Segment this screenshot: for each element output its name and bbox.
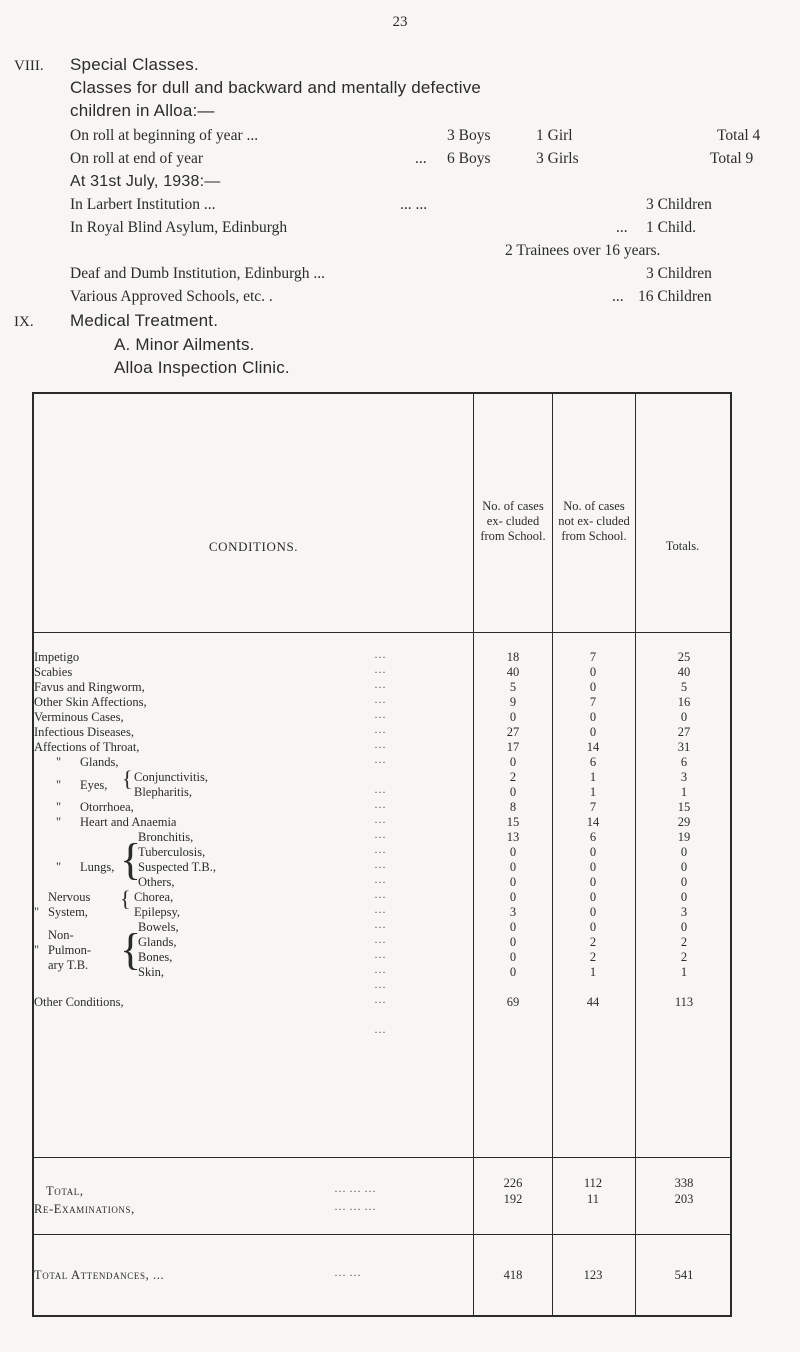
section-8-subtitle-2: children in Alloa:— <box>70 101 215 120</box>
cell-total: 3 <box>680 905 688 919</box>
cell-total: 5 <box>680 680 688 694</box>
roll-end-boys: 6 Boys <box>447 150 491 167</box>
row-label-bronchitis: Bronchitis, <box>138 830 194 844</box>
roll-begin-girls: 1 Girl <box>536 127 573 144</box>
page-number: 23 <box>392 14 408 30</box>
cell-excluded: 0 <box>509 845 517 859</box>
cell-excluded: 0 <box>509 965 517 979</box>
cell-total: 1 <box>680 785 688 799</box>
group-label-nonpulm-2: Pulmon- <box>48 943 92 957</box>
row-label-other-conditions: Other Conditions, <box>34 995 124 1009</box>
cell-total: 3 <box>680 770 688 784</box>
cell-total: 0 <box>680 845 688 859</box>
institution-5-value: 16 Children <box>638 288 712 305</box>
reexam-total: 203 <box>674 1192 694 1206</box>
cell-total: 25 <box>677 650 691 664</box>
cell-total: 16 <box>677 695 691 709</box>
cell-total: 0 <box>680 890 688 904</box>
total-label: Total, <box>46 1184 84 1198</box>
cell-total: 15 <box>677 800 691 814</box>
institution-3-value: 2 Trainees over 16 years. <box>505 242 661 259</box>
cell-total: 40 <box>677 665 691 679</box>
cell-excluded: 17 <box>506 740 520 754</box>
cell-total: 29 <box>677 815 691 829</box>
group-label-eyes: Eyes, <box>80 778 108 792</box>
header-not-excluded: No. of cases not ex- cluded from School. <box>558 499 630 543</box>
row-label-scabies: Scabies <box>34 665 73 679</box>
reexam-not-excluded: 11 <box>586 1192 600 1206</box>
cell-excluded: 5 <box>509 680 517 694</box>
cell-excluded: 0 <box>509 860 517 874</box>
row-label-throat: Affections of Throat, <box>34 740 140 754</box>
cell-excluded: 0 <box>509 950 517 964</box>
cell-total: 19 <box>677 830 691 844</box>
ailments-table: CONDITIONS. No. of cases ex- cluded from School. No. of cases not ex- cluded from School. Totals. Impetigo Scabies Favus and Ringworm, Other Skin Affections, Verminous Cases, Infectious Diseases, Affections of Throat, " Glands, " Eyes, { Conjunctivitis, Blepharitis, " Otorrhoea, " Heart and Anaemia " Lungs, { Bronchitis, Tuberculosis, Suspected T.B., Others, Nervous " System, { Chorea, Epilepsy, Non- " Pulmon- ary T.B. { Bowels, Glands, Bones, Skin, Other Conditions, ··· ··· ··· ··· ··· ··· ··· ··· ··· ··· ··· ··· ··· ··· ··· ··· ··· ··· ··· ··· ··· ··· ··· ··· 18 40 5 9 0 27 17 0 2 0 8 15 13 0 0 0 0 3 0 0 0 0 69 7 0 0 7 0 0 14 6 1 1 7 14 6 0 0 0 0 0 0 2 2 1 44 25 40 5 16 0 27 31 6 3 1 15 29 19 0 0 0 0 3 0 2 2 1 113 Total, ··· ··· ··· 226 112 338 Re-Examinations, ··· ··· ··· 192 11 203 Total Attendances, ... ··· ··· 418 123 541 <box>32 392 732 1317</box>
roll-end-girls: 3 Girls <box>536 150 579 167</box>
cell-not-excluded: 1 <box>589 785 597 799</box>
ditto-2: " <box>56 778 62 792</box>
row-label-others: Others, <box>138 875 175 889</box>
cell-not-excluded-other: 44 <box>586 995 600 1009</box>
cell-not-excluded: 0 <box>589 710 597 724</box>
cell-not-excluded: 2 <box>589 935 597 949</box>
cell-excluded: 40 <box>506 665 520 679</box>
group-label-nervous-1: Nervous <box>48 890 91 904</box>
group-label-nonpulm-3: ary T.B. <box>48 958 89 972</box>
header-excluded: No. of cases ex- cluded from School. <box>480 499 546 543</box>
total-total: 338 <box>674 1176 694 1190</box>
institution-2-label: In Royal Blind Asylum, Edinburgh <box>70 219 288 236</box>
cell-total: 27 <box>677 725 691 739</box>
cell-total: 0 <box>680 920 688 934</box>
cell-not-excluded: 2 <box>589 950 597 964</box>
attendances-label: Total Attendances, ... <box>34 1268 165 1282</box>
section-9-title: Medical Treatment. <box>70 311 219 330</box>
cell-excluded: 8 <box>509 800 517 814</box>
institution-1-value: 3 Children <box>646 196 712 213</box>
row-label-chorea: Chorea, <box>134 890 174 904</box>
attendances-not-excluded: 123 <box>583 1268 603 1282</box>
cell-not-excluded: 1 <box>589 965 597 979</box>
cell-excluded: 15 <box>506 815 520 829</box>
section-8-title: Special Classes. <box>70 55 199 74</box>
institution-2-value: 1 Child. <box>646 219 696 236</box>
cell-excluded: 0 <box>509 890 517 904</box>
cell-not-excluded: 6 <box>589 755 597 769</box>
group-label-lungs: Lungs, <box>80 860 115 874</box>
section-8-numeral: VIII. <box>14 58 44 74</box>
cell-excluded: 0 <box>509 875 517 889</box>
row-label-epilepsy: Epilepsy, <box>134 905 181 919</box>
cell-not-excluded: 0 <box>589 845 597 859</box>
institution-4-value: 3 Children <box>646 265 712 282</box>
cell-excluded: 13 <box>506 830 520 844</box>
reexam-excluded: 192 <box>503 1192 523 1206</box>
roll-begin-total: Total 4 <box>717 127 761 144</box>
cell-total: 0 <box>680 875 688 889</box>
institution-2-dots: ... <box>616 219 628 236</box>
cell-not-excluded: 0 <box>589 680 597 694</box>
row-label-favus: Favus and Ringworm, <box>34 680 145 694</box>
cell-not-excluded: 0 <box>589 920 597 934</box>
row-label-otorrhoea: Otorrhoea, <box>80 800 134 814</box>
section-8-subtitle-1: Classes for dull and backward and mentally defective <box>70 78 482 97</box>
row-label-heart: Heart and Anaemia <box>80 815 177 829</box>
cell-excluded: 18 <box>506 650 520 664</box>
ditto-3: " <box>56 800 62 814</box>
cell-excluded-other: 69 <box>506 995 520 1009</box>
cell-total: 0 <box>680 860 688 874</box>
institution-1-label: In Larbert Institution ... <box>70 196 216 213</box>
cell-not-excluded: 0 <box>589 860 597 874</box>
cell-not-excluded: 0 <box>589 725 597 739</box>
roll-begin-boys: 3 Boys <box>447 127 491 144</box>
cell-not-excluded: 7 <box>589 650 597 664</box>
cell-excluded: 0 <box>509 785 517 799</box>
ditto-6: " <box>34 905 40 919</box>
cell-total: 0 <box>680 710 688 724</box>
row-label-skin: Skin, <box>138 965 165 979</box>
row-label-conjunctivitis: Conjunctivitis, <box>134 770 208 784</box>
ditto-4: " <box>56 815 62 829</box>
cell-not-excluded: 7 <box>589 800 597 814</box>
total-not-excluded: 112 <box>583 1176 603 1190</box>
total-excluded: 226 <box>503 1176 523 1190</box>
minor-ailments-heading: A. Minor Ailments. <box>114 335 255 354</box>
row-label-infectious: Infectious Diseases, <box>34 725 134 739</box>
cell-total: 31 <box>677 740 691 754</box>
attendances-excluded: 418 <box>503 1268 523 1282</box>
attendances-total: 541 <box>674 1268 694 1282</box>
header-conditions: CONDITIONS. <box>208 539 299 554</box>
cell-not-excluded: 0 <box>589 890 597 904</box>
group-label-nervous-2: System, <box>48 905 88 919</box>
reexam-label: Re-Examinations, <box>34 1202 135 1216</box>
cell-excluded: 9 <box>509 695 517 709</box>
ditto-5: " <box>56 860 62 874</box>
cell-not-excluded: 0 <box>589 875 597 889</box>
row-label-suspected-tb: Suspected T.B., <box>138 860 217 874</box>
row-label-bowels: Bowels, <box>138 920 179 934</box>
row-label-verminous: Verminous Cases, <box>34 710 124 724</box>
cell-excluded: 27 <box>506 725 520 739</box>
group-label-nonpulm-1: Non- <box>48 928 74 942</box>
institution-5-dots: ... <box>612 288 624 305</box>
cell-excluded: 3 <box>509 905 517 919</box>
cell-not-excluded: 14 <box>586 740 600 754</box>
institution-4-label: Deaf and Dumb Institution, Edinburgh ... <box>70 265 326 282</box>
cell-total-other: 113 <box>674 995 694 1009</box>
ditto-1: " <box>56 755 62 769</box>
roll-begin-label: On roll at beginning of year ... <box>70 127 259 144</box>
header-totals: Totals. <box>665 539 700 553</box>
row-label-tuberculosis: Tuberculosis, <box>138 845 206 859</box>
cell-total: 6 <box>680 755 688 769</box>
cell-total: 2 <box>680 935 688 949</box>
row-label-impetigo: Impetigo <box>34 650 80 664</box>
institution-5-label: Various Approved Schools, etc. . <box>70 288 273 305</box>
roll-end-label: On roll at end of year <box>70 150 203 167</box>
cell-excluded: 0 <box>509 710 517 724</box>
section-9-numeral: IX. <box>14 314 34 330</box>
cell-excluded: 0 <box>509 920 517 934</box>
cell-excluded: 2 <box>509 770 517 784</box>
cell-excluded: 0 <box>509 755 517 769</box>
cell-not-excluded: 7 <box>589 695 597 709</box>
cell-total: 1 <box>680 965 688 979</box>
institution-1-dots: ... ... <box>400 196 428 213</box>
cell-not-excluded: 14 <box>586 815 600 829</box>
clinic-heading: Alloa Inspection Clinic. <box>114 358 290 377</box>
cell-not-excluded: 0 <box>589 905 597 919</box>
cell-not-excluded: 1 <box>589 770 597 784</box>
row-label-np-glands: Glands, <box>138 935 177 949</box>
row-label-bones: Bones, <box>138 950 173 964</box>
cell-excluded: 0 <box>509 935 517 949</box>
ditto-7: " <box>34 943 40 957</box>
row-label-blepharitis: Blepharitis, <box>134 785 192 799</box>
row-label-other-skin: Other Skin Affections, <box>34 695 147 709</box>
cell-not-excluded: 6 <box>589 830 597 844</box>
roll-end-dots: ... <box>415 150 427 167</box>
cell-total: 2 <box>680 950 688 964</box>
cell-not-excluded: 0 <box>589 665 597 679</box>
row-label-glands: Glands, <box>80 755 119 769</box>
date-heading: At 31st July, 1938:— <box>70 173 221 190</box>
roll-end-total: Total 9 <box>710 150 754 167</box>
